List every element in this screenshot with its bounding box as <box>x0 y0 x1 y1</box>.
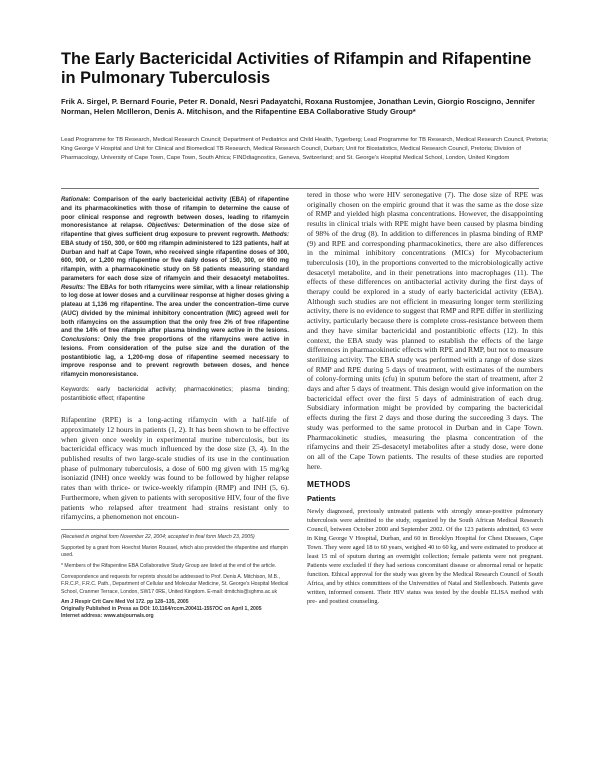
abstract-results-label: Results: <box>61 283 86 291</box>
footnote-support: Supported by a grant from Hoechst Marion Roussel, which also provided the rifapentine and rifampin used. <box>61 545 288 559</box>
affiliations: Lead Programme for TB Research, Medical Research Council; Department of Pediatrics and Child Health, Tygerberg; Lead Programme for TB Research, Medical Research Council, Pretoria; King George V Hospital and Unit for Clinical and Biomedical TB Research, Medical Research Council, Durban; Unit for Biostatistics, Medical Research Council, Pretoria; Division of Pharmacology, University of Cape Town, Cape Town, South Africa; FINDdiagnostics, Geneva, Switzerland; and St. George's Hospital Medical School, London, United Kingdom <box>61 137 549 161</box>
abstract-methods-label: Methods: <box>261 231 289 238</box>
footnote-received: (Received in original form November 22, 2004; accepted in final form March 23, 2005) <box>61 533 255 540</box>
abstract <box>61 196 289 380</box>
right-column <box>307 190 543 606</box>
intro-paragraph: Rifapentine (RPE) is a long-acting rifamycin with a half-life of approximately 12 hours in patients (1, 2). It has been shown to be effective when given once weekly in experimental murine tuberculosis, but its bactericidal efficacy was much influenced by the dose size (3, 4). In the published results of two large-scale studies of its use in the continuation phase of pulmonary tuberculosis, a dose of 600 mg given with 15 mg/kg isoniazid (INH) once weekly was found to be followed by higher relapse rates than with thrice- or twice-weekly rifampin (RMP) and INH (5, 6). Furthermore, when given to patients with seropositive HIV, four of the five patients who relapsed after treatment had strains resistant only to rifamycins, a phenomenon not encoun- <box>61 415 289 522</box>
intro-continued-paragraph: tered in those who were HIV seronegative (7). The dose size of RPE was originally chosen on the empiric ground that it was the same as the dose size of RMP and yielded high plasma concentrations. However, the disappointing results in clinical trials with RPE might have been caused by plasma binding of 98% of the drug (8). In addition to differences in plasma binding of RMP (9) and RPE and corresponding pharmacokinetics, there are also differences in the minimal inhibitory concentrations (MICs) for Mycobacterium tuberculosis (10), in the proportions converted to the microbiologically active desacetyl metabolite, and in their penetrations into macrophages (11). The effects of these differences on antibacterial activity during the first days of therapy could be explored in a study of early bactericidal activity (EBA). Although such studies are not efficient in measuring longer term sterilizing activity, there is no evidence to suggest that RMP and RPE differ in sterilizing activity, particularly because there is complete cross-resistance between them and they have similar bactericidal and postantibiotic effects (12). In this context, the EBA study was planned to establish the effects of the large differences in pharmacokinetic effects with RPE and RMP, but not to measure sterilizing activity. The EBA study was performed with a range of dose sizes of RMP and RPE during 5 days of treatment, with estimates of the numbers of colony-forming units (cfu) in sputum before the start of treatment, after 2 days and after 5 days of treatment. This design would give information on the bactericidal effect over the first 5 days of administration of each drug. Subsidiary information might be provided by comparing the bactericidal effects during the first 2 days and those during the succeeding 3 days. The study was performed to the same protocol in Durban and in Cape Town. Pharmacokinetic studies, measuring the plasma concentration of the rifamycins and their 25-desacetyl metabolites after a study dose, were done on all of the Cape Town patients. The results of these studies are reported here. <box>307 190 543 471</box>
abstract-objectives-label: Objectives: <box>147 222 180 230</box>
footnote-members: * Members of the Rifapentine EBA Collaborative Study Group are listed at the end of the article. <box>61 563 277 570</box>
footnote-divider <box>61 529 289 530</box>
footnote-correspondence: Correspondence and requests for reprints should be addressed to Prof. Denis A. Mitchison, M.B., F.R.C.P., F.R.C. Path., Department of Cellular and Molecular Medicine, St. George's Hospital Medical School, Cranmer Terrace, London, SW17 0RE, United Kingdom. E-mail: dmitchis@sghms.ac.uk <box>61 574 289 595</box>
abstract-results: The EBAs for both rifamycins were similar, with a linear relationship to log dose at lower doses and a curvilinear response at higher doses giving a plateau at 1,136 mg rifapentine. The area under the concentration–time curve (AUC) divided by the minimal inhibitory concentration (MIC) agreed well for both rifamycins on the assumption that the only free 2% of free rifapentine and the 14% of free rifampin after plasma binding were active in the lesions. <box>61 283 289 335</box>
abstract-objectives: Determination of the dose size of rifapentine that gives sufficient drug exposure to prevent regrowth. <box>61 222 289 238</box>
footnote-journal: Am J Respir Crit Care Med Vol 172. pp 128–135, 2005 <box>61 598 189 605</box>
footnote-internet: Internet address: www.atsjournals.org <box>61 612 154 619</box>
abstract-rationale: Comparison of the early bactericidal activity (EBA) of rifapentine and its pharmacokinetics with those of rifampin to determine the cause of poor clinical response and regrowth between doses, leading to rifamycin monoresistance at relapse. <box>61 196 289 230</box>
footnote-doi: Originally Published in Press as DOI: 10.1164/rccm.200411-1557OC on April 1, 2005 <box>61 605 262 612</box>
abstract-rationale-label: Rationale: <box>61 196 91 203</box>
left-column <box>61 196 289 620</box>
header-divider <box>61 188 539 189</box>
author-list: Frik A. Sirgel, P. Bernard Fourie, Peter R. Donald, Nesri Padayatchi, Roxana Rustomjee, Jonathan Levin, Giorgio Roscigno, Jennifer Norman, Helen McIlleron, Denis A. Mitchison, and the Rifapentine EBA Collaborative Study Group* <box>61 97 535 117</box>
patients-paragraph: Newly diagnosed, previously untreated patients with strongly smear-positive pulmonary tuberculosis were admitted to the study, organized by the South African Medical Research Council, between October 2000 and September 2002. Of the 123 patients admitted, 63 were in King George V Hospital, Durban, and 60 in Brooklyn Hospital for Chest Diseases, Cape Town. They were aged 18 to 60 years, weighed 40 to 60 kg, and were estimated to produce at least 15 ml of sputum during an overnight collection; female patients were not pregnant. Patients were excluded if they had serious concomitant disease or abnormal renal or hepatic function. Ethical approval for the study was given by the Medical Research Council of South Africa, and by ethics committees of the Universities of Natal and Stellenbosch. Patients gave written, informed consent. Their HIV status was tested by the double ELISA method with pre- and posttest counseling. <box>307 508 543 606</box>
methods-heading: METHODS <box>307 480 351 490</box>
keywords: Keywords: early bactericidal activity; pharmacokinetics; plasma binding; postantibiotic effect; rifapentine <box>61 385 289 402</box>
article-title: The Early Bactericidal Activities of Rifampin and Rifapentine in Pulmonary Tuberculosis <box>61 50 532 87</box>
abstract-conclusions: Only the free proportions of the rifamycins were active in lesions. From consideration of the pulse size and the duration of the postantibiotic lag, a 1,200-mg dose of rifapentine seemed necessary to improve response and to prevent regrowth between doses, and hence rifamycin monoresistance. <box>61 336 289 378</box>
patients-subheading: Patients <box>307 494 336 504</box>
abstract-conclusions-label: Conclusions: <box>61 336 100 343</box>
abstract-methods: EBA study of 150, 300, or 600 mg rifampin administered to 123 patients, half at Durban and half at Cape Town, who received single rifapentine doses of 300, 600, 900, or 1,200 mg rifapentine or five daily doses of 150, 300, or 600 mg rifampin, with a pharmacokinetic study on 58 patients measuring standard parameters for each dose size of rifamycin and their desacetyl metabolites. <box>61 239 289 282</box>
